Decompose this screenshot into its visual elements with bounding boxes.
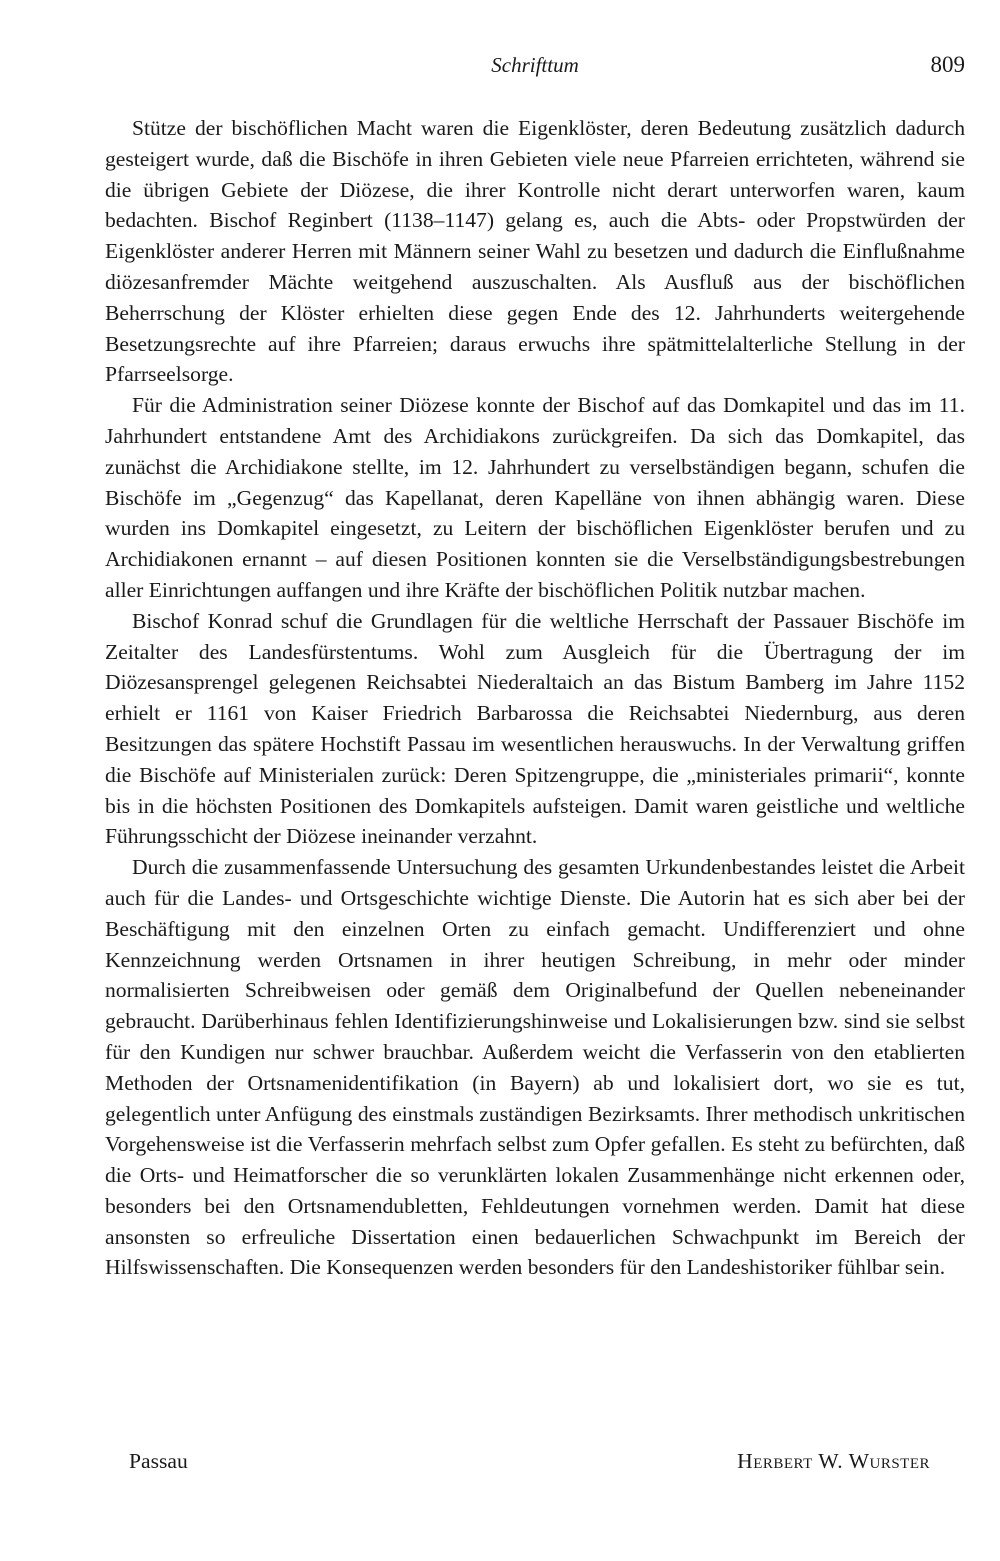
review-body-text [105,113,965,1283]
signature-author: Herbert W. Wurster [737,1449,930,1473]
paragraph-3: Bischof Konrad schuf die Grundlagen für die weltliche Herrschaft der Passauer Bischöfe im Zeitalter des Landesfürstentums. Wohl zum Ausgleich für die Übertragung der im Diözesansprengel gelegenen Reichsabtei Niederaltaich an das Bistum Bamberg im Jahre 1152 erhielt er 1161 von Kaiser Friedrich Barbarossa die Reichsabtei Niedernburg, aus deren Besitzungen das spätere Hochstift Passau im wesentlichen herauswuchs. In der Verwaltung griffen die Bischöfe auf Ministerialen zurück: Deren Spitzengruppe, die „ministeriales primarii“, konnte bis in die höchsten Positionen des Domkapitels aufsteigen. Damit waren geistliche und weltliche Führungsschicht der Diözese ineinander verzahnt. [105,608,965,849]
paragraph-4: Durch die zusammenfassende Untersuchung des gesamten Urkundenbestandes leistet die Arbeit auch für die Landes- und Ortsgeschichte wichtige Dienste. Die Autorin hat es sich aber bei der Beschäftigung mit den einzelnen Orten zu einfach gemacht. Undifferenziert und ohne Kennzeichnung werden Ortsnamen in ihrer heutigen Schreibung, in mehr oder minder normalisierten Schreibweisen oder gemäß dem Originalbefund der Quellen nebeneinander gebraucht. Darüberhinaus fehlen Identifizierungshinweise und Lokalisierungen bzw. sind sie selbst für den Kundigen nur schwer brauchbar. Außerdem weicht die Verfasserin von den etablierten Methoden der Ortsnamenidentifikation (in Bayern) ab und lokalisiert dort, wo sie es tut, gelegentlich unter Anfügung des einstmals zuständigen Bezirksamts. Ihrer methodisch unkritischen Vorgehensweise ist die Verfasserin mehrfach selbst zum Opfer gefallen. Es steht zu befürchten, daß die Orts- und Heimatforscher die so verunklärten lokalen Zusammenhänge nicht erkennen oder, besonders bei den Ortsnamendubletten, Fehldeutungen vornehmen werden. Damit hat diese ansonsten so erfreuliche Dissertation einen bedauerlichen Schwachpunkt im Bereich der Hilfswissenschaften. Die Konsequenzen werden besonders für den Landeshistoriker fühlbar sein. [105,855,965,1280]
review-signature [105,1446,965,1478]
paragraph-1: Stütze der bischöflichen Macht waren die Eigenklöster, deren Bedeutung zusätzlich dadurch gesteigert wurde, daß die Bischöfe in ihren Gebieten viele neue Pfarreien errichteten, während sie die übrigen Gebiete der Diözese, die ihrer Kontrolle nicht derart unterworfen waren, kaum bedachten. Bischof Reginbert (1138–1147) gelang es, auch die Abts- oder Propstwürden der Eigenklöster anderer Herren mit Männern seiner Wahl zu besetzen und dadurch die Einflußnahme diözesanfremder Mächte weitgehend auszuschalten. Als Ausfluß aus der bischöflichen Beherrschung der Klöster erhielten diese gegen Ende des 12. Jahrhunderts weitergehende Besetzungsrechte auf ihre Pfarreien; daraus erwuchs ihre spätmittelalterliche Stellung in der Pfarrseelsorge. [105,116,965,387]
running-title: Schrifttum [491,53,579,77]
running-head [105,50,965,84]
page-number: 809 [930,52,965,77]
paragraph-2: Für die Administration seiner Diözese konnte der Bischof auf das Domkapitel und das im 11. Jahrhundert entstandene Amt des Archidiakons zurückgreifen. Da sich das Domkapitel, das zunächst die Archidiakone stellte, im 12. Jahrhundert zu verselbständigen begann, schufen die Bischöfe im „Gegenzug“ das Kapellanat, deren Kapelläne von ihnen abhängig waren. Diese wurden ins Domkapitel eingesetzt, zu Leitern der bischöflichen Eigenklöster berufen und zu Archidiakonen ernannt – auf diesen Positionen konnten sie die Verselbständigungsbestrebungen aller Einrichtungen auffangen und ihre Kräfte der bischöflichen Politik nutzbar machen. [105,393,965,602]
signature-place: Passau [129,1449,188,1473]
